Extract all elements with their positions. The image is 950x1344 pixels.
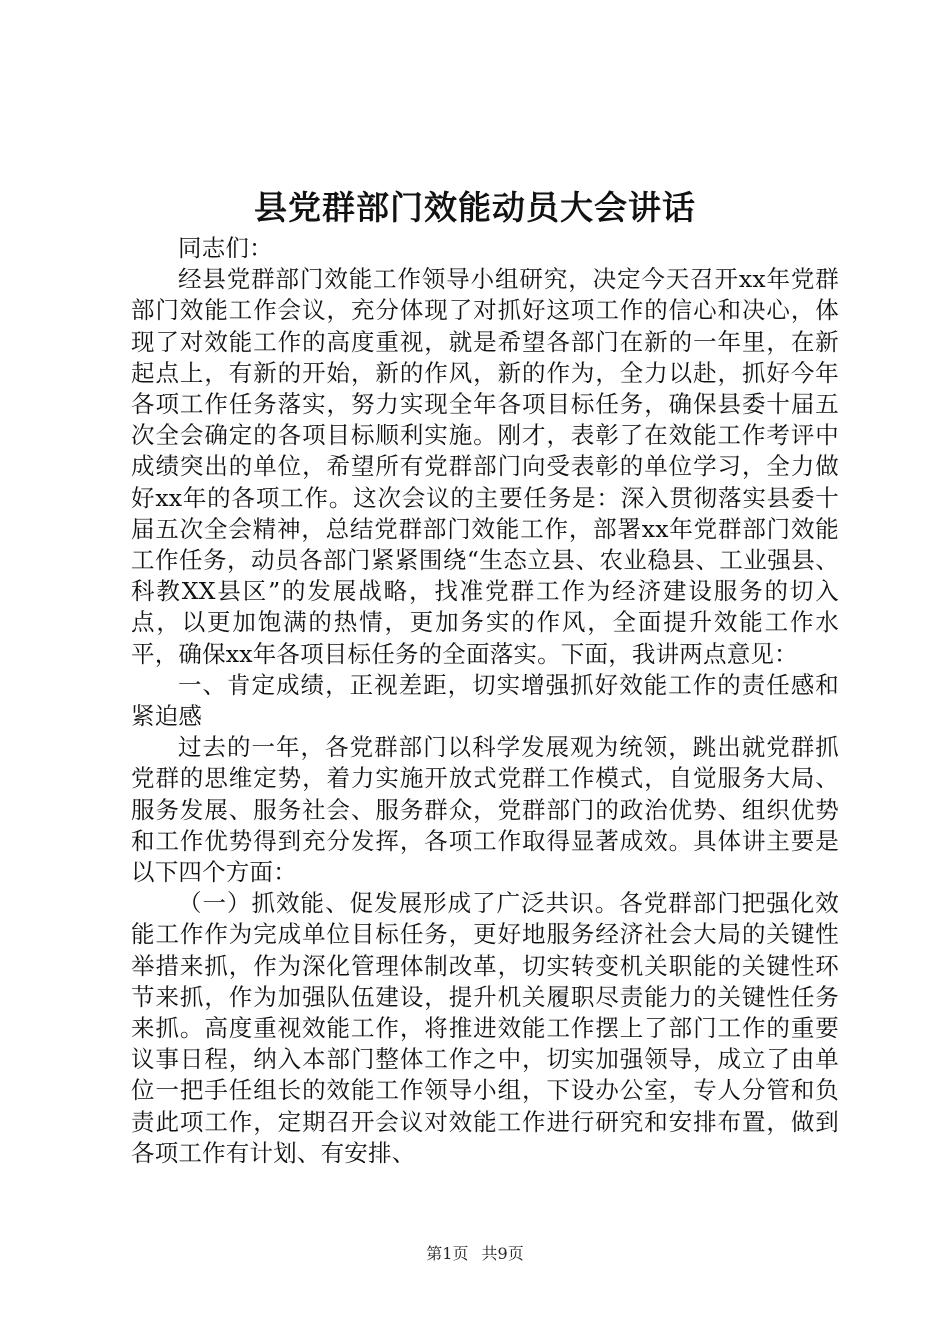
paragraph-review: 过去的一年，各党群部门以科学发展观为统领，跳出就党群抓党群的思维定势，着力实施开放式党群工作模式，自觉服务大局、服务发展、服务社会、服务群众，党群部门的政治优势、组织优势和工作优势得到充分发挥，各项工作取得显著成效。具体讲主要是以下四个方面： — [131, 733, 839, 887]
page-total: 共9页 — [481, 1244, 524, 1263]
page-footer — [0, 1244, 950, 1264]
paragraph-salutation: 同志们： — [178, 234, 273, 262]
paragraph-intro: 经县党群部门效能工作领导小组研究，决定今天召开xx年党群部门效能工作会议，充分体现了对抓好这项工作的信心和决心，体现了对效能工作的高度重视，就是希望各部门在新的一年里，在新起点上，有新的开始，新的作风，新的作为，全力以赴，抓好今年各项工作任务落实，努力实现全年各项目标任务，确保县委十届五次全会确定的各项目标顺利实施。刚才，表彰了在效能工作考评中成绩突出的单位，希望所有党群部门向受表彰的单位学习，全力做好xx年的各项工作。这次会议的主要任务是：深入贯彻落实县委十届五次全会精神，总结党群部门效能工作，部署xx年党群部门效能工作任务，动员各部门紧紧围绕“生态立县、农业稳县、工业强县、科教XX县区”的发展战略，找准党群工作为经济建设服务的切入点，以更加饱满的热情，更加务实的作风，全面提升效能工作水平，确保xx年各项目标任务的全面落实。下面，我讲两点意见： — [131, 265, 839, 668]
section-heading-1: 一、肯定成绩，正视差距，切实增强抓好效能工作的责任感和紧迫感 — [131, 670, 839, 731]
paragraph-point-1: （一）抓效能、促发展形成了广泛共识。各党群部门把强化效能工作作为完成单位目标任务，更好地服务经济社会大局的关键性举措来抓，作为深化管理体制改革，切实转变机关职能的关键性环节来抓，作为加强队伍建设，提升机关履职尽责能力的关键性任务来抓。高度重视效能工作，将推进效能工作摆上了部门工作的重要议事日程，纳入本部门整体工作之中，切实加强领导，成立了由单位一把手任组长的效能工作领导小组，下设办公室，专人分管和负责此项工作，定期召开会议对效能工作进行研究和安排布置，做到各项工作有计划、有安排、 — [131, 889, 839, 1167]
document-title: 县党群部门效能动员大会讲话 — [254, 188, 696, 227]
document-body — [131, 233, 839, 1169]
page-number: 第1页 — [426, 1244, 469, 1263]
